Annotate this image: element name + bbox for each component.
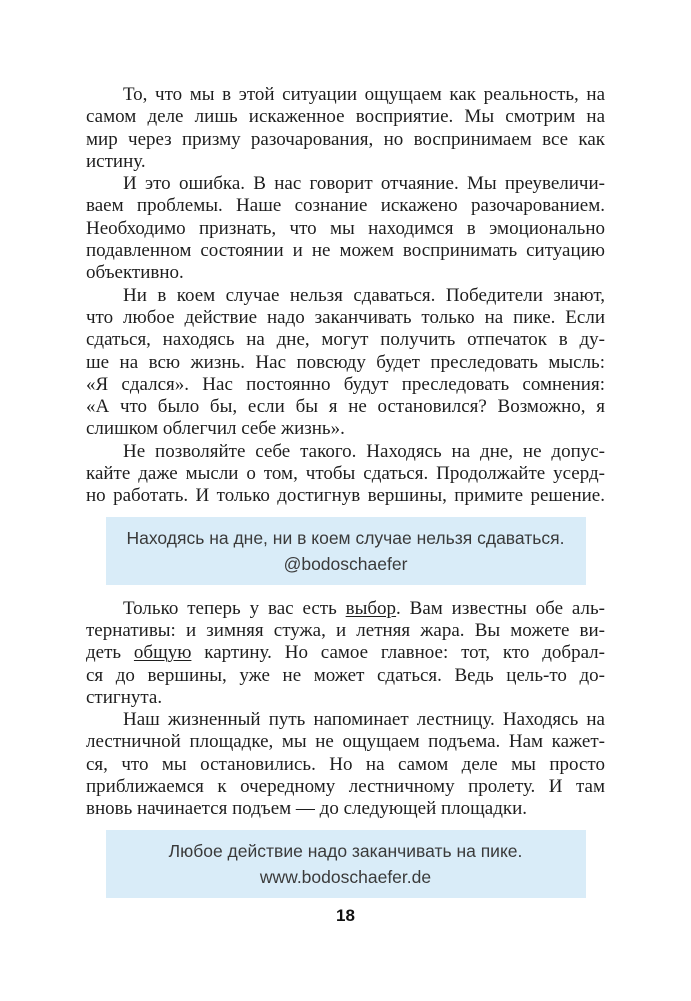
- text-line: приближаемся к очередному лестничному пролету. И там: [86, 776, 605, 798]
- text-line: деть общую картину. Но самое главное: тот, кто добрал-: [86, 642, 605, 664]
- text-line: но работать. И только достигнув вершины, примите решение.: [86, 485, 605, 507]
- paragraph: [86, 173, 605, 284]
- text-line: ся, что мы остановились. Но на самом деле мы просто: [86, 753, 605, 775]
- text-line: кайте даже мысли о том, чтобы сдаться. Продолжайте усерд-: [86, 463, 605, 485]
- text-line: Необходимо признать, что мы находимся в эмоционально: [86, 217, 605, 239]
- text-line: лестничной площадке, мы не ощущаем подъема. Нам кажет-: [86, 731, 605, 753]
- paragraph: [86, 84, 605, 173]
- text-line: самом деле лишь искаженное восприятие. Мы смотрим на: [86, 106, 605, 128]
- text-line: «А что было бы, если бы я не остановился? Возможно, я: [86, 396, 605, 418]
- quote-line: Находясь на дне, ни в коем случае нельзя сдаваться.: [126, 527, 565, 548]
- text-line: ше на всю жизнь. Нас повсюду будет преследовать мысль:: [86, 351, 605, 373]
- text-line: сдаться, находясь на дне, могут получить отпечаток в ду-: [86, 329, 605, 351]
- text-line: ся до вершины, уже не может сдаться. Ведь цель-то до-: [86, 664, 605, 686]
- text-line: мир через призму разочарования, но воспринимаем все как: [86, 128, 605, 150]
- text-line: объективно.: [86, 262, 184, 284]
- quote-box: [106, 517, 586, 585]
- paragraph: [86, 285, 605, 441]
- text-line: И это ошибка. В нас говорит отчаяние. Мы преувеличи-: [123, 173, 605, 195]
- quote-line: www.bodoschaefer.de: [259, 866, 432, 887]
- text-line: Наш жизненный путь напоминает лестницу. Находясь на: [123, 709, 605, 731]
- quote-line: Любое действие надо заканчивать на пике.: [168, 840, 523, 861]
- paragraph: [86, 441, 605, 508]
- underlined-text: выбор: [345, 597, 397, 619]
- text-line: То, что мы в этой ситуации ощущаем как реальность, на: [123, 84, 605, 105]
- text-line: Только теперь у вас есть выбор. Вам известны обе аль-: [123, 597, 605, 619]
- text-line: что любое действие надо заканчивать только на пике. Если: [86, 306, 605, 328]
- quote-line: @bodoschaefer: [283, 553, 408, 574]
- text-line: Не позволяйте себе такого. Находясь на дне, не допус-: [123, 440, 605, 462]
- text-line: истину.: [86, 150, 146, 172]
- text-line: ваем проблемы. Наше сознание искажено разочарованием.: [86, 195, 605, 217]
- text-column: [86, 84, 605, 911]
- paragraph: [86, 598, 605, 709]
- paragraph: [86, 709, 605, 820]
- page-number: 18: [336, 906, 355, 925]
- text-line: слишком облегчил себе жизнь».: [86, 418, 345, 440]
- underlined-text: общую: [133, 642, 192, 664]
- text-line: тернативы: и зимняя стужа, и летняя жара. Вы можете ви-: [86, 619, 605, 641]
- text-line: Ни в коем случае нельзя сдаваться. Победители знают,: [123, 284, 605, 306]
- text-line: «Я сдался». Нас постоянно будут преследовать сомнения:: [86, 373, 605, 395]
- text-line: стигнута.: [86, 686, 163, 708]
- quote-box: [106, 830, 586, 898]
- text-line: подавленном состоянии и не можем воспринимать ситуацию: [86, 240, 605, 262]
- text-line: вновь начинается подъем — до следующей площадки.: [86, 798, 528, 820]
